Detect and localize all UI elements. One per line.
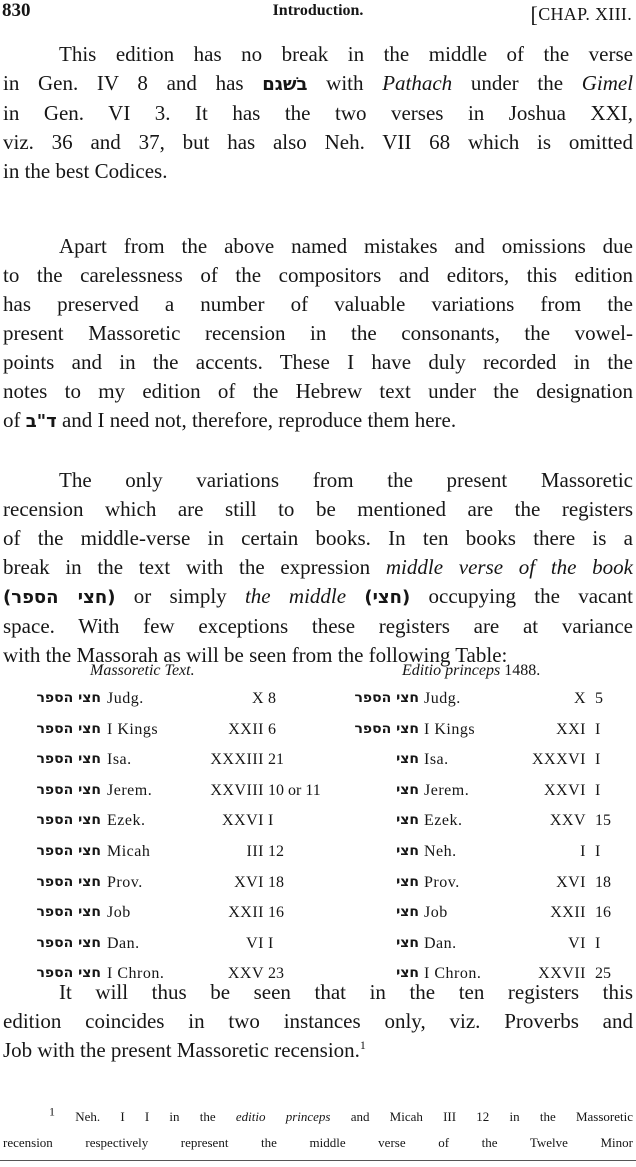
paragraph-1 xyxy=(3,40,633,186)
verse-left: 10 or 11 xyxy=(268,781,321,799)
book-right: I Chron. xyxy=(424,965,482,983)
book-right: Isa. xyxy=(424,751,449,769)
bottom-rule xyxy=(0,1160,636,1161)
page-header xyxy=(0,0,636,30)
hebrew-label-left: חצי הספר xyxy=(36,781,101,798)
hebrew-label-right: חצי xyxy=(396,873,419,890)
verse-left: 23 xyxy=(268,965,284,983)
book-right: Prov. xyxy=(424,873,460,891)
chapter-right: XXVII xyxy=(538,965,586,983)
chapter-left: XXVIII xyxy=(210,781,264,799)
text-line: This edition has no break in the middle of the verse xyxy=(59,42,633,66)
text-line: Apart from the above named mistakes and omissions due xyxy=(59,234,633,258)
hebrew-label-left: חצי הספר xyxy=(36,720,101,737)
book-left: I Chron. xyxy=(107,965,165,983)
book-right: Ezek. xyxy=(424,812,463,830)
chapter-left: XXXIII xyxy=(210,751,264,769)
hebrew-label-left: חצי הספר xyxy=(36,904,101,921)
verse-left: I xyxy=(268,934,274,952)
running-title: Introduction. xyxy=(272,2,364,19)
chapter-right: I xyxy=(580,843,586,860)
verse-right: 18 xyxy=(595,873,611,891)
text-line: edition coincides in two instances only, viz. Proverbs and xyxy=(3,1009,633,1033)
table-row xyxy=(0,843,636,873)
chapter-right: XXVI xyxy=(544,781,586,799)
hebrew-label-right: חצי xyxy=(396,751,419,768)
verse-right: 15 xyxy=(595,812,611,830)
verse-left: 8 xyxy=(268,690,276,707)
page-number: 830 xyxy=(2,0,31,21)
paragraph-2 xyxy=(3,232,633,436)
text-line: The only variations from the present Massoretic xyxy=(59,468,633,492)
table-row xyxy=(0,721,636,751)
book-right: Neh. xyxy=(424,843,457,860)
hebrew-label-left: חצי הספר xyxy=(36,751,101,768)
chapter-label: [CHAP. XIII. xyxy=(530,2,632,27)
verse-right: 25 xyxy=(595,965,611,983)
table-header-right: Editio princeps 1488. xyxy=(402,662,541,679)
chapter-left: III xyxy=(246,843,264,860)
book-right: Dan. xyxy=(424,934,457,952)
hebrew-label-right: חצי xyxy=(396,812,419,829)
footnote-line: recension respectively represent the middle verse of the Twelve Minor xyxy=(3,1135,633,1150)
hebrew-label-right: חצי xyxy=(396,843,419,859)
hebrew-label-right: חצי xyxy=(396,934,419,951)
chapter-right: X xyxy=(573,690,586,707)
chapter-right: XVI xyxy=(556,873,586,891)
verse-right: 16 xyxy=(595,904,611,922)
hebrew-label-right: חצי xyxy=(396,904,419,921)
text-line: of the middle-verse in certain books. In ten books there is a xyxy=(3,526,633,550)
verse-left: 12 xyxy=(268,843,284,860)
hebrew-phrase: (חצי הספר) xyxy=(3,587,116,608)
book-right: Judg. xyxy=(424,690,461,707)
middle-verse-table xyxy=(0,662,636,983)
hebrew-label-right: חצי הספר xyxy=(354,690,419,706)
verse-left: 6 xyxy=(268,720,276,738)
footnote-marker: 1 xyxy=(49,1104,55,1119)
chapter-right: VI xyxy=(568,934,586,952)
text-line: has preserved a number of valuable variations from the xyxy=(3,292,633,316)
text-line: in Gen. IV 8 and has בשׁגם with Pathach under the Gimel xyxy=(3,71,634,95)
chapter-right: XXXVI xyxy=(531,751,586,769)
text-line: with the Massorah as will be seen from the following Table: xyxy=(3,643,508,667)
chapter-left: XXVI xyxy=(222,812,264,830)
text-line: to the carelessness of the compositors and editors, this edition xyxy=(3,263,633,287)
table-row xyxy=(0,812,636,842)
table-row xyxy=(0,935,636,965)
footnote-ref: 1 xyxy=(359,1038,366,1052)
verse-left: 18 xyxy=(268,873,284,891)
text-line: break in the text with the expression middle verse of the book xyxy=(3,555,633,579)
chapter-right: XXV xyxy=(549,812,586,830)
book-left: Judg. xyxy=(107,690,144,707)
hebrew-label-right: חצי הספר xyxy=(354,720,419,737)
text-line: viz. 36 and 37, but has also Neh. VII 68 which is omitted xyxy=(3,130,633,154)
text-line: space. With few exceptions these registers are at variance xyxy=(3,614,633,638)
text-line: It will thus be seen that in the ten registers this xyxy=(59,980,633,1004)
text-line: points and in the accents. These I have duly recorded in the xyxy=(3,350,633,374)
chapter-left: XXV xyxy=(227,965,264,983)
book-left: I Kings xyxy=(107,720,159,738)
chapter-left: XVI xyxy=(234,873,264,891)
hebrew-phrase: (חצי) xyxy=(364,587,411,608)
book-left: Job xyxy=(107,904,131,922)
chapter-left: XXII xyxy=(228,904,264,922)
book-right: Jerem. xyxy=(424,781,470,799)
book-right: Job xyxy=(424,904,448,922)
book-left: Prov. xyxy=(107,873,143,891)
footnote xyxy=(3,1104,633,1156)
table-row xyxy=(0,904,636,934)
hebrew-label-right: חצי xyxy=(396,965,419,982)
text-line: notes to my edition of the Hebrew text under the designation xyxy=(3,379,633,403)
table-row xyxy=(0,874,636,904)
book-left: Isa. xyxy=(107,751,132,769)
verse-left: 16 xyxy=(268,904,284,922)
book-left: Jerem. xyxy=(107,781,153,799)
text-line: present Massoretic recension in the consonants, the vowel- xyxy=(3,321,633,345)
chapter-right: XXI xyxy=(556,720,586,738)
text-line: recension which are still to be mentioned are the registers xyxy=(3,497,633,521)
verse-right: I xyxy=(595,843,601,860)
book-left: Micah xyxy=(107,843,151,860)
hebrew-label-left: חצי הספר xyxy=(36,873,101,890)
table-row xyxy=(0,782,636,812)
verse-right: I xyxy=(595,934,601,952)
hebrew-label-left: חצי הספר xyxy=(36,843,101,859)
hebrew-label-left: חצי הספר xyxy=(36,690,101,706)
hebrew-label-left: חצי הספר xyxy=(36,965,101,982)
table-row xyxy=(0,751,636,781)
paragraph-3 xyxy=(3,466,633,670)
verse-right: I xyxy=(595,720,601,738)
text-line: in Gen. VI 3. It has the two verses in Joshua XXI, xyxy=(3,101,633,125)
hebrew-label-right: חצי xyxy=(396,781,419,798)
paragraph-4 xyxy=(3,978,633,1065)
chapter-left: XXII xyxy=(228,720,264,738)
text-line: Job with the present Massoretic recension.$^1$ xyxy=(3,1038,366,1062)
book-left: Ezek. xyxy=(107,812,146,830)
table-header-left: Massoretic Text. xyxy=(90,662,195,679)
chapter-right: XXII xyxy=(550,904,586,922)
verse-left: I xyxy=(268,812,274,830)
verse-left: 21 xyxy=(268,751,284,769)
chapter-left: VI xyxy=(246,934,264,952)
chapter-left: X xyxy=(251,690,264,707)
text-line: (חצי הספר) or simply the middle (חצי) occupying the vacant xyxy=(3,584,633,608)
hebrew-label-left: חצי הספר xyxy=(36,812,101,829)
book-right: I Kings xyxy=(424,720,476,738)
text-line: in the best Codices. xyxy=(3,159,168,183)
table-row xyxy=(0,690,636,720)
hebrew-abbrev: ד"ב xyxy=(25,411,57,432)
text-line: of ד"ב and I need not, therefore, reproduce them here. xyxy=(3,408,457,432)
footnote-line: $^1$ Neh. I I in the editio princeps and Micah III 12 in the Massoretic xyxy=(49,1104,633,1124)
hebrew-label-left: חצי הספר xyxy=(36,934,101,951)
book-left: Dan. xyxy=(107,934,140,952)
hebrew-word: בשׁגם xyxy=(262,74,308,95)
verse-right: 5 xyxy=(595,690,603,707)
verse-right: I xyxy=(595,781,601,799)
verse-right: I xyxy=(595,751,601,769)
